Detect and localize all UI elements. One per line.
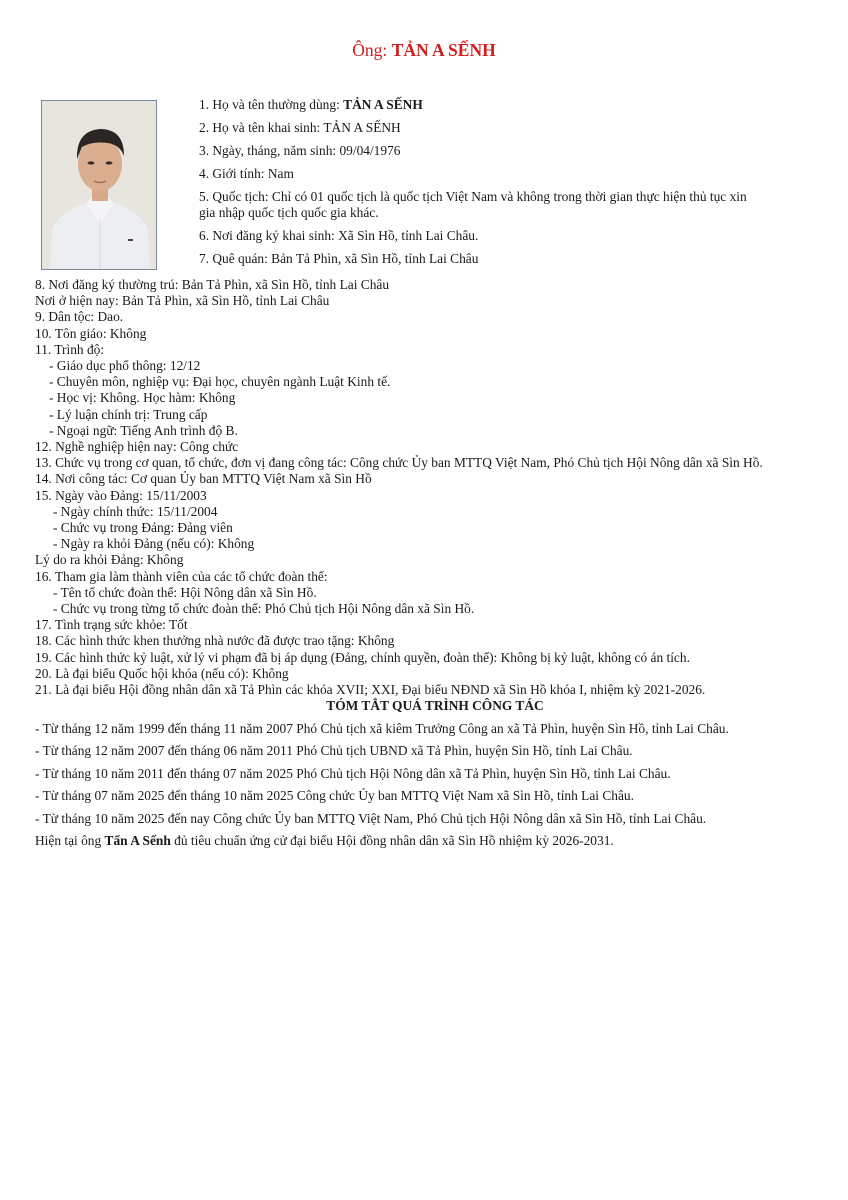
info-permanent-residence: 8. Nơi đăng ký thường trú: Bản Tả Phìn, xã Sìn Hồ, tỉnh Lai Châu [35,277,390,292]
career-entry: - Từ tháng 12 năm 1999 đến tháng 11 năm 2007 Phó Chủ tịch xã kiêm Trưởng Công an xã Tả Phìn, huyện Sìn Hồ, tỉnh Lai Châu. [35,720,729,736]
info-general-education: - Giáo dục phổ thông: 12/12 [49,358,201,374]
info-party-join-date: 15. Ngày vào Đảng: 15/11/2003 [35,487,207,503]
conclusion [35,833,835,849]
info-organization-position: - Chức vụ trong từng tổ chức đoàn thể: Phó Chủ tịch Hội Nông dân xã Sìn Hồ. [53,601,475,617]
title-prefix: Ông: [352,40,392,60]
info-label: 1. Họ và tên thường dùng: [199,97,344,112]
info-professional: - Chuyên môn, nghiệp vụ: Đại học, chuyên ngành Luật Kinh tế. [49,374,391,390]
info-ethnicity: 9. Dân tộc: Dao. [35,309,124,325]
info-value: TẢN A SẾNH [343,97,423,112]
info-political-theory: - Lý luận chính trị: Trung cấp [49,406,208,422]
info-health: 17. Tình trạng sức khỏe: Tốt [35,617,188,633]
info-religion: 10. Tôn giáo: Không [35,325,147,341]
info-party-official-date: - Ngày chính thức: 15/11/2004 [53,503,218,519]
info-academic-degree: - Học vị: Không. Học hàm: Không [49,390,236,406]
info-hometown: 7. Quê quán: Bản Tả Phìn, xã Sìn Hồ, tỉnh Lai Châu [199,251,479,266]
info-party-leave-reason: Lý do ra khỏi Đảng: Không [35,552,184,568]
info-position: 13. Chức vụ trong cơ quan, tổ chức, đơn vị đang công tác: Công chức Ủy ban MTTQ Việt Nam, Phó Chủ tịch Hội Nông dân xã Sìn Hồ. [35,455,763,471]
info-national-assembly: 20. Là đại biểu Quốc hội khóa (nếu có): Không [35,665,289,681]
info-birth-date: 3. Ngày, tháng, năm sinh: 09/04/1976 [199,143,401,158]
info-organizations-heading: 16. Tham gia làm thành viên của các tổ chức đoàn thể: [35,568,328,584]
info-birth-registration: 6. Nơi đăng ký khai sinh: Xã Sìn Hồ, tỉnh Lai Châu. [199,228,479,243]
info-occupation: 12. Nghề nghiệp hiện nay: Công chức [35,439,239,455]
conclusion-prefix: Hiện tại ông [35,833,105,849]
info-nationality: 5. Quốc tịch: Chỉ có 01 quốc tịch là quốc tịch Việt Nam và không trong thời gian thực hiện thủ tục xin gia nhập quốc tịch quốc gia khác. [199,189,747,220]
portrait-photo [41,100,157,270]
career-entry: - Từ tháng 10 năm 2025 đến nay Công chức Ủy ban MTTQ Việt Nam, Phó Chủ tịch Hội Nông dân xã Sìn Hồ, tỉnh Lai Châu. [35,810,707,826]
info-organization-name: - Tên tổ chức đoàn thể: Hội Nông dân xã Sìn Hồ. [53,584,317,600]
career-entry: - Từ tháng 10 năm 2011 đến tháng 07 năm 2025 Phó Chủ tịch Hội Nông dân xã Tả Phìn, huyện Sìn Hồ, tỉnh Lai Châu. [35,765,671,781]
personal-info-top [199,97,759,274]
info-current-residence: Nơi ở hiện nay: Bản Tả Phìn, xã Sìn Hồ, tỉnh Lai Châu [35,293,330,309]
info-people-council: 21. Là đại biểu Hội đồng nhân dân xã Tả Phìn các khóa XVII; XXI, Đại biểu NĐND xã Sìn Hồ khóa I, nhiệm kỳ 2021-2026. [35,682,706,698]
info-workplace: 14. Nơi công tác: Cơ quan Ủy ban MTTQ Việt Nam xã Sìn Hồ [35,471,372,487]
candidate-name: TẢN A SẾNH [391,40,496,60]
info-awards: 18. Các hình thức khen thưởng nhà nước đã được trao tặng: Không [35,633,395,649]
info-discipline: 19. Các hình thức kỷ luật, xử lý vi phạm đã bị áp dụng (Đảng, chính quyền, đoàn thể): Không bị kỷ luật, không có án tích. [35,649,690,665]
info-party-leave-date: - Ngày ra khỏi Đảng (nếu có): Không [53,536,255,552]
career-entry: - Từ tháng 07 năm 2025 đến tháng 10 năm 2025 Công chức Ủy ban MTTQ Việt Nam xã Sìn Hồ, tỉnh Lai Châu. [35,788,634,804]
career-summary [35,721,835,850]
conclusion-suffix: đủ tiêu chuẩn ứng cử đại biểu Hội đồng nhân dân xã Sìn Hồ nhiệm kỳ 2026-2031. [170,833,614,849]
conclusion-name: Tẩn A Sếnh [104,833,171,849]
candidate-title [0,40,848,61]
career-entry: - Từ tháng 12 năm 2007 đến tháng 06 năm 2011 Phó Chủ tịch UBND xã Tả Phìn, huyện Sìn Hồ, tỉnh Lai Châu. [35,743,633,759]
personal-info-body [35,277,835,849]
info-gender: 4. Giới tính: Nam [199,166,294,181]
info-common-name [199,97,759,113]
info-education-heading: 11. Trình độ: [35,341,105,357]
info-foreign-language: - Ngoại ngữ: Tiếng Anh trình độ B. [49,422,238,438]
career-summary-heading: TÓM TẮT QUÁ TRÌNH CÔNG TÁC [326,698,544,714]
info-party-position: - Chức vụ trong Đảng: Đảng viên [53,520,233,536]
portrait-image-icon [42,101,157,270]
info-birth-name: 2. Họ và tên khai sinh: TẢN A SẾNH [199,120,401,135]
